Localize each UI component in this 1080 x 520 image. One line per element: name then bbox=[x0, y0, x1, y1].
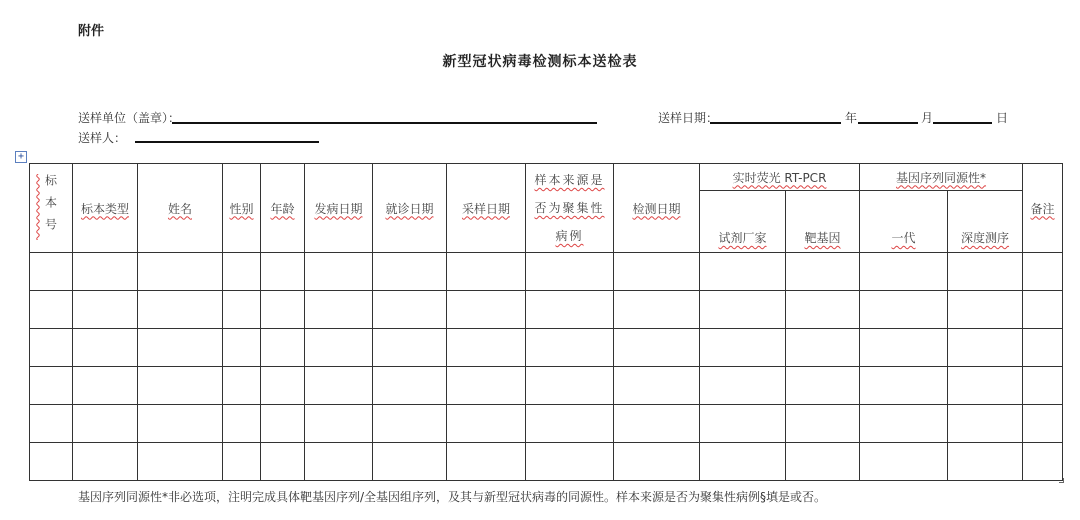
cell[interactable] bbox=[223, 405, 261, 443]
table-row bbox=[30, 367, 1063, 405]
cell[interactable] bbox=[261, 405, 305, 443]
header-cluster-source: 样本来源是否为聚集性病例 bbox=[526, 164, 614, 253]
cell[interactable] bbox=[948, 443, 1023, 481]
cell[interactable] bbox=[614, 253, 700, 291]
cell[interactable] bbox=[223, 443, 261, 481]
cell[interactable] bbox=[860, 367, 948, 405]
send-date-year-line[interactable] bbox=[710, 122, 841, 124]
send-date-day-line[interactable] bbox=[933, 122, 992, 124]
cell[interactable] bbox=[447, 443, 526, 481]
cell[interactable] bbox=[614, 329, 700, 367]
cell[interactable] bbox=[860, 291, 948, 329]
cell[interactable] bbox=[526, 291, 614, 329]
cell[interactable] bbox=[261, 367, 305, 405]
cell[interactable] bbox=[73, 253, 138, 291]
cell[interactable] bbox=[447, 405, 526, 443]
header-visit-date: 就诊日期 bbox=[373, 164, 447, 253]
cell[interactable] bbox=[700, 329, 786, 367]
cell[interactable] bbox=[73, 443, 138, 481]
header-first-gen: 一代 bbox=[860, 191, 948, 253]
cell[interactable] bbox=[700, 405, 786, 443]
cell[interactable] bbox=[305, 367, 373, 405]
cell[interactable] bbox=[614, 405, 700, 443]
cell[interactable] bbox=[700, 291, 786, 329]
cell[interactable] bbox=[447, 329, 526, 367]
year-label: 年 bbox=[845, 111, 858, 125]
header-rtpcr-group: 实时荧光 RT-PCR bbox=[700, 164, 860, 191]
cell[interactable] bbox=[305, 405, 373, 443]
cell[interactable] bbox=[860, 443, 948, 481]
cell[interactable] bbox=[1023, 329, 1063, 367]
cell[interactable] bbox=[30, 367, 73, 405]
form-title: 新型冠状病毒检测标本送检表 bbox=[442, 54, 638, 70]
cell[interactable] bbox=[1023, 367, 1063, 405]
cell[interactable] bbox=[700, 367, 786, 405]
day-label: 日 bbox=[996, 111, 1009, 125]
month-label: 月 bbox=[921, 111, 934, 125]
table-row bbox=[30, 329, 1063, 367]
cell[interactable] bbox=[223, 329, 261, 367]
header-test-date: 检测日期 bbox=[614, 164, 700, 253]
cell[interactable] bbox=[261, 443, 305, 481]
cell[interactable] bbox=[73, 367, 138, 405]
table-resize-handle[interactable] bbox=[1059, 478, 1064, 483]
cell[interactable] bbox=[305, 443, 373, 481]
cell[interactable] bbox=[447, 367, 526, 405]
header-deep-seq: 深度测序 bbox=[948, 191, 1023, 253]
cell[interactable] bbox=[373, 253, 447, 291]
sender-unit-label: 送样单位（盖章）： bbox=[78, 111, 181, 125]
cell[interactable] bbox=[138, 443, 223, 481]
cell[interactable] bbox=[526, 367, 614, 405]
cell[interactable] bbox=[948, 367, 1023, 405]
header-sample-type: 标本类型 bbox=[73, 164, 138, 253]
cell[interactable] bbox=[614, 291, 700, 329]
cell[interactable] bbox=[786, 443, 860, 481]
table-row bbox=[30, 443, 1063, 481]
cell[interactable] bbox=[305, 291, 373, 329]
cell[interactable] bbox=[223, 253, 261, 291]
cell[interactable] bbox=[860, 253, 948, 291]
cell[interactable] bbox=[305, 253, 373, 291]
cell[interactable] bbox=[138, 291, 223, 329]
cell[interactable] bbox=[948, 291, 1023, 329]
cell[interactable] bbox=[138, 329, 223, 367]
cell[interactable] bbox=[138, 405, 223, 443]
cell[interactable] bbox=[373, 291, 447, 329]
sender-person-label: 送样人： bbox=[78, 131, 127, 145]
header-seq-homology-group: 基因序列同源性* bbox=[860, 164, 1023, 191]
header-onset-date: 发病日期 bbox=[305, 164, 373, 253]
cell[interactable] bbox=[948, 329, 1023, 367]
cell[interactable] bbox=[30, 253, 73, 291]
cell[interactable] bbox=[373, 329, 447, 367]
cell[interactable] bbox=[305, 329, 373, 367]
cell[interactable] bbox=[373, 405, 447, 443]
sender-unit-line[interactable] bbox=[172, 122, 597, 124]
cell[interactable] bbox=[261, 291, 305, 329]
cell[interactable] bbox=[786, 253, 860, 291]
sender-person-line[interactable] bbox=[135, 141, 319, 143]
cell[interactable] bbox=[1023, 291, 1063, 329]
header-reagent-maker: 试剂厂家 bbox=[700, 191, 786, 253]
cell[interactable] bbox=[526, 405, 614, 443]
cell[interactable] bbox=[447, 253, 526, 291]
cell[interactable] bbox=[138, 367, 223, 405]
cell[interactable] bbox=[30, 329, 73, 367]
header-sample-no: 标本号 bbox=[30, 164, 73, 253]
table-move-handle-icon[interactable]: + bbox=[15, 151, 27, 163]
cell[interactable] bbox=[860, 329, 948, 367]
cell[interactable] bbox=[526, 443, 614, 481]
header-remarks: 备注 bbox=[1023, 164, 1063, 253]
footnote: 基因序列同源性*非必选项，注明完成具体靶基因序列/全基因组序列，及其与新型冠状病毒的同源性。样本来源是否为聚集性病例§填是或否。 bbox=[78, 490, 827, 504]
cell[interactable] bbox=[786, 367, 860, 405]
cell[interactable] bbox=[1023, 443, 1063, 481]
cell[interactable] bbox=[261, 329, 305, 367]
cell[interactable] bbox=[223, 367, 261, 405]
header-target-gene: 靶基因 bbox=[786, 191, 860, 253]
cell[interactable] bbox=[526, 253, 614, 291]
cell[interactable] bbox=[526, 329, 614, 367]
sample-table bbox=[29, 163, 1063, 481]
cell[interactable] bbox=[860, 405, 948, 443]
table-row bbox=[30, 291, 1063, 329]
table-row bbox=[30, 253, 1063, 291]
cell[interactable] bbox=[30, 443, 73, 481]
header-age: 年龄 bbox=[261, 164, 305, 253]
cell[interactable] bbox=[786, 405, 860, 443]
cell[interactable] bbox=[700, 443, 786, 481]
cell[interactable] bbox=[948, 405, 1023, 443]
header-sex: 性别 bbox=[223, 164, 261, 253]
cell[interactable] bbox=[73, 291, 138, 329]
cell[interactable] bbox=[223, 291, 261, 329]
send-date-month-line[interactable] bbox=[858, 122, 918, 124]
cell[interactable] bbox=[700, 253, 786, 291]
cell[interactable] bbox=[786, 291, 860, 329]
cell[interactable] bbox=[1023, 405, 1063, 443]
cell[interactable] bbox=[1023, 253, 1063, 291]
annex-label: 附件 bbox=[78, 24, 105, 39]
header-name: 姓名 bbox=[138, 164, 223, 253]
table-row bbox=[30, 405, 1063, 443]
cell[interactable] bbox=[138, 253, 223, 291]
cell[interactable] bbox=[261, 253, 305, 291]
cell[interactable] bbox=[30, 405, 73, 443]
cell[interactable] bbox=[373, 443, 447, 481]
cell[interactable] bbox=[614, 443, 700, 481]
cell[interactable] bbox=[786, 329, 860, 367]
header-collection-date: 采样日期 bbox=[447, 164, 526, 253]
cell[interactable] bbox=[948, 253, 1023, 291]
cell[interactable] bbox=[373, 367, 447, 405]
cell[interactable] bbox=[614, 367, 700, 405]
cell[interactable] bbox=[73, 329, 138, 367]
cell[interactable] bbox=[30, 291, 73, 329]
send-date-label: 送样日期： bbox=[658, 111, 719, 125]
cell[interactable] bbox=[73, 405, 138, 443]
cell[interactable] bbox=[447, 291, 526, 329]
